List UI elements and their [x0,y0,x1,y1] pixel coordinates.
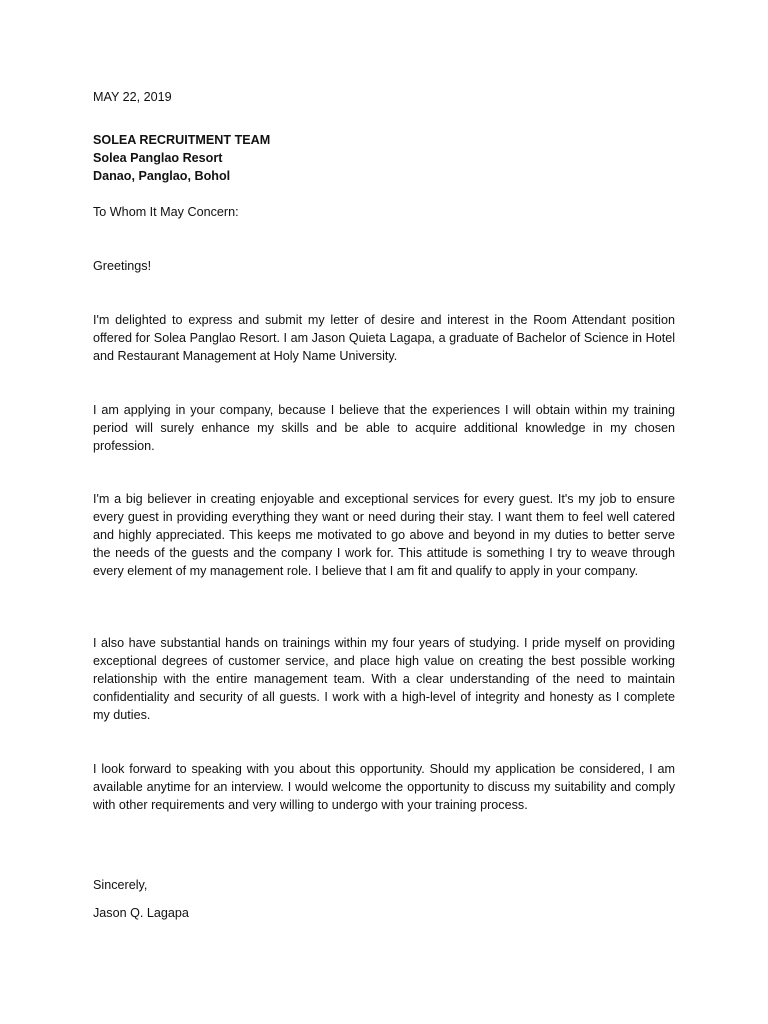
paragraph-1: I'm delighted to express and submit my letter of desire and interest in the Room Attendant position offered for Solea Panglao Resort. I am Jason Quieta Lagapa, a graduate of Bachelor of Science in Hotel and Restaurant Management at Holy Name University. [93,313,675,363]
salutation: To Whom It May Concern: [93,205,239,219]
greeting: Greetings! [93,259,152,273]
signature-name: Jason Q. Lagapa [93,906,189,920]
paragraph-4: I also have substantial hands on trainings within my four years of studying. I pride myself on providing exceptional degrees of customer service, and place high value on creating the best possible working relationship with the entire management team. With a clear understanding of the need to maintain confidentiality and security of all guests. I work with a high-level of integrity and honesty as I complete my duties. [93,636,675,722]
closing: Sincerely, [93,878,148,892]
letter-date: MAY 22, 2019 [93,90,172,104]
recipient-resort: Solea Panglao Resort [93,151,223,165]
recipient-team: SOLEA RECRUITMENT TEAM [93,133,271,147]
recipient-address: Danao, Panglao, Bohol [93,169,231,183]
paragraph-3: I'm a big believer in creating enjoyable and exceptional services for every guest. It's my job to ensure every guest in providing everything they want or need during their stay. I want them to feel well catered and highly appreciated. This keeps me motivated to go above and beyond in my duties to better serve the needs of the guests and the company I work for. This attitude is something I try to weave through every element of my management role. I believe that I am fit and qualify to apply in your company. [93,492,675,578]
paragraph-2: I am applying in your company, because I believe that the experiences I will obtain within my training period will surely enhance my skills and be able to acquire additional knowledge in my chosen profession. [93,403,675,453]
paragraph-5: I look forward to speaking with you about this opportunity. Should my application be considered, I am available anytime for an interview. I would welcome the opportunity to discuss my suitability and comply with other requirements and very willing to undergo with your training process. [93,762,675,812]
